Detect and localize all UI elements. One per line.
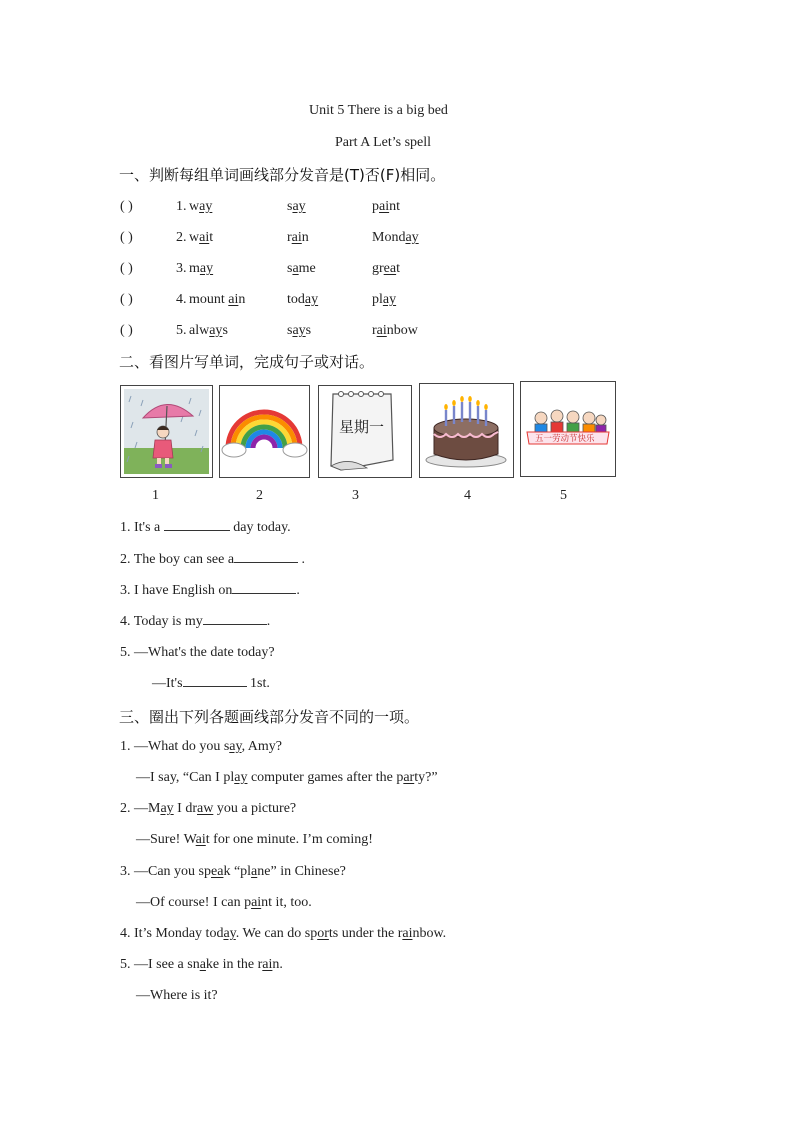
dialog-line: 3. —Can you speak “plane” in Chinese? — [120, 864, 346, 879]
answer-bracket: ( ) — [120, 230, 133, 245]
picture-rainbow — [219, 385, 310, 478]
word-1: may — [189, 261, 214, 276]
answer-blank[interactable] — [183, 685, 247, 687]
fill-sentence: 4. Today is my . — [120, 614, 271, 629]
picture-number: 2 — [256, 488, 263, 503]
dialog-line: —Where is it? — [136, 988, 218, 1003]
dialog-line: 1. —What do you say, Amy? — [120, 739, 283, 754]
fill-sentence: —It's 1st. — [152, 676, 270, 691]
item-number: 3. — [176, 261, 187, 276]
item-number: 1. — [176, 199, 187, 214]
picture-number: 4 — [464, 488, 471, 503]
picture-rainy-girl — [120, 385, 213, 478]
labour-day-banner-text: 五一劳动节快乐 — [535, 434, 595, 444]
dialog-line: —I say, “Can I play computer games after the party?” — [136, 770, 438, 785]
labour-day-image — [521, 382, 615, 476]
answer-blank[interactable] — [203, 623, 267, 625]
fill-sentence: 1. It's a day today. — [120, 520, 291, 535]
word-2: say — [287, 199, 306, 214]
dialog-line: 2. —May I draw you a picture? — [120, 801, 297, 816]
word-2: rain — [287, 230, 309, 245]
answer-blank[interactable] — [232, 592, 296, 594]
calendar-weekday-text: 星期一 — [339, 418, 385, 436]
word-2: says — [287, 323, 312, 338]
item-number: 2. — [176, 230, 187, 245]
word-1: way — [189, 199, 213, 214]
word-1: always — [189, 323, 228, 338]
word-3: rainbow — [372, 323, 418, 338]
answer-bracket: ( ) — [120, 292, 133, 307]
section1-heading: 一、判断每组单词画线部分发音是(T)否(F)相同。 — [119, 166, 446, 184]
picture-labour-day — [520, 381, 616, 477]
page-title: Unit 5 There is a big bed — [309, 103, 448, 118]
word-3: great — [372, 261, 400, 276]
word-1: mount ain — [189, 292, 246, 307]
fill-sentence: 2. The boy can see a . — [120, 552, 306, 567]
answer-blank[interactable] — [234, 561, 298, 563]
picture-calendar — [318, 385, 412, 478]
dialog-line: 5. —I see a snake in the rain. — [120, 957, 283, 972]
fill-sentence: 5. —What's the date today? — [120, 645, 275, 660]
dialog-line: —Of course! I can paint it, too. — [136, 895, 312, 910]
rainbow-image — [220, 386, 309, 477]
word-3: paint — [372, 199, 400, 214]
fill-sentence: 3. I have English on . — [120, 583, 300, 598]
birthday-cake-image — [420, 384, 513, 477]
answer-bracket: ( ) — [120, 323, 133, 338]
dialog-line: 4. It’s Monday today. We can do sports under the rainbow. — [120, 926, 447, 941]
picture-number: 3 — [352, 488, 359, 503]
answer-bracket: ( ) — [120, 199, 133, 214]
word-3: Monday — [372, 230, 419, 245]
page-subtitle: Part A Let’s spell — [335, 135, 432, 150]
picture-birthday-cake — [419, 383, 514, 478]
word-1: wait — [189, 230, 214, 245]
picture-number: 1 — [152, 488, 159, 503]
word-2: same — [287, 261, 316, 276]
answer-blank[interactable] — [164, 529, 230, 531]
word-3: play — [372, 292, 397, 307]
item-number: 5. — [176, 323, 187, 338]
picture-number: 5 — [560, 488, 567, 503]
rainy-girl-image — [121, 386, 212, 477]
item-number: 4. — [176, 292, 187, 307]
dialog-line: —Sure! Wait for one minute. I’m coming! — [136, 832, 373, 847]
answer-bracket: ( ) — [120, 261, 133, 276]
word-2: today — [287, 292, 319, 307]
section3-heading: 三、圈出下列各题画线部分发音不同的一项。 — [119, 708, 420, 726]
section2-heading: 二、看图片写单词，完成句子或对话。 — [119, 353, 375, 371]
